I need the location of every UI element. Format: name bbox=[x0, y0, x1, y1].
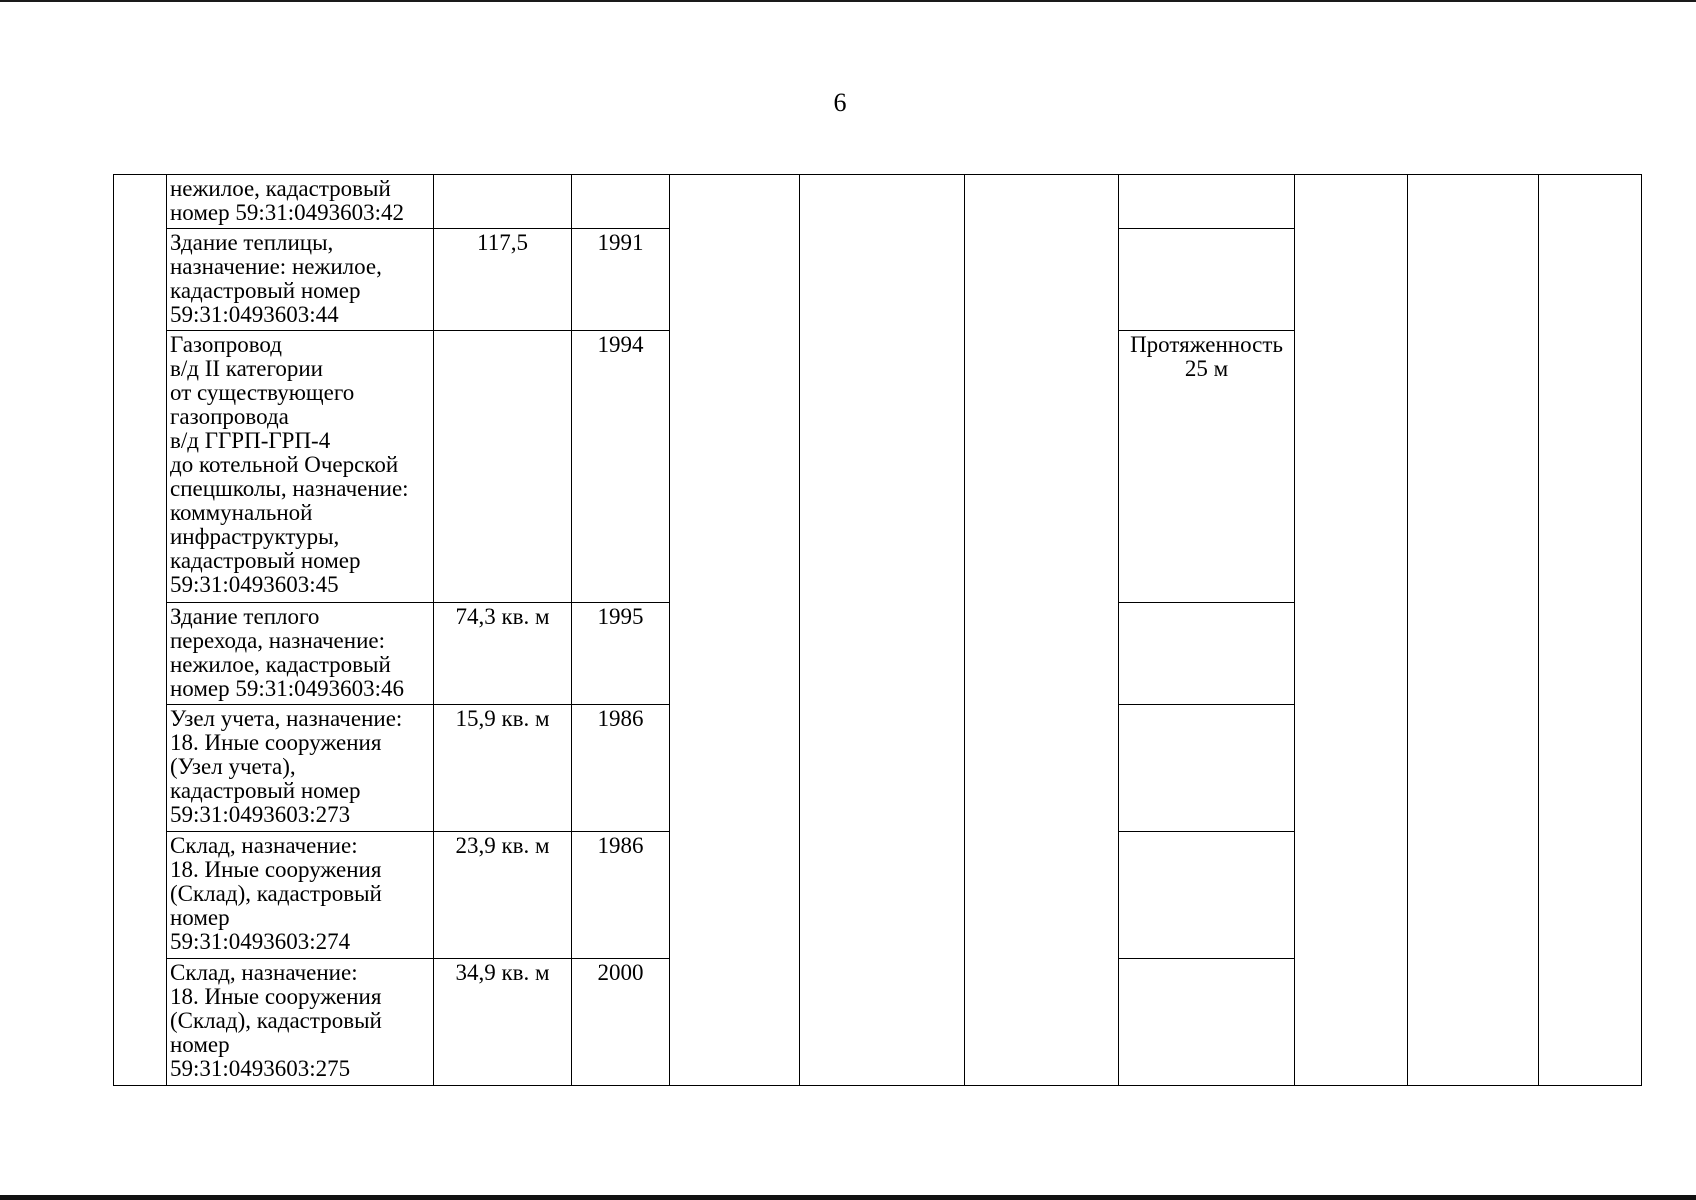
object-name-line: (Склад), кадастровый bbox=[170, 881, 382, 906]
object-name-line: коммунальной bbox=[170, 500, 313, 525]
area-cell: 15,9 кв. м bbox=[434, 705, 572, 832]
object-name-cell bbox=[167, 705, 434, 832]
property-registry-table bbox=[113, 174, 1642, 1086]
extent-cell bbox=[1119, 959, 1295, 1086]
area-cell: 117,5 bbox=[434, 229, 572, 331]
object-name-line: 18. Иные сооружения bbox=[170, 730, 382, 755]
object-name-cell bbox=[167, 229, 434, 331]
area-cell: 23,9 кв. м bbox=[434, 832, 572, 959]
object-name-line: 59:31:0493603:275 bbox=[170, 1056, 351, 1081]
object-name-line: 59:31:0493603:274 bbox=[170, 929, 351, 954]
area-cell: 74,3 кв. м bbox=[434, 603, 572, 705]
scan-top-edge bbox=[0, 0, 1696, 2]
empty-cell bbox=[1295, 175, 1408, 1086]
object-name-line: Здание теплицы, bbox=[170, 230, 334, 255]
page-number: 6 bbox=[833, 88, 847, 117]
object-name-cell bbox=[167, 603, 434, 705]
object-name-line: до котельной Очерской bbox=[170, 452, 399, 477]
object-name-line: 59:31:0493603:44 bbox=[170, 302, 339, 327]
object-name-line: кадастровый номер bbox=[170, 778, 361, 803]
object-name-cell bbox=[167, 959, 434, 1086]
object-name-line: (Склад), кадастровый bbox=[170, 1008, 382, 1033]
object-name-line: газопровода bbox=[170, 404, 289, 429]
area-cell bbox=[434, 175, 572, 229]
object-name-cell bbox=[167, 331, 434, 603]
empty-cell bbox=[1539, 175, 1642, 1086]
object-name-line: в/д ГГРП-ГРП-4 bbox=[170, 428, 331, 453]
extent-line: Протяженность bbox=[1130, 332, 1283, 357]
empty-cell bbox=[1408, 175, 1539, 1086]
object-name-line: нежилое, кадастровый bbox=[170, 176, 391, 201]
object-name-line: назначение: нежилое, bbox=[170, 254, 382, 279]
index-cell bbox=[114, 175, 167, 1086]
empty-cell bbox=[800, 175, 965, 1086]
object-name-line: Здание теплого bbox=[170, 604, 320, 629]
object-name-line: кадастровый номер bbox=[170, 278, 361, 303]
object-name-line: в/д II категории bbox=[170, 356, 323, 381]
extent-cell bbox=[1119, 832, 1295, 959]
object-name-line: Узел учета, назначение: bbox=[170, 706, 403, 731]
object-name-line: номер 59:31:0493603:46 bbox=[170, 676, 405, 701]
object-name-cell bbox=[167, 175, 434, 229]
object-name-line: нежилое, кадастровый bbox=[170, 652, 391, 677]
object-name-line: 59:31:0493603:45 bbox=[170, 572, 339, 597]
area-cell: 34,9 кв. м bbox=[434, 959, 572, 1086]
year-cell: 1995 bbox=[572, 603, 670, 705]
object-name-line: номер bbox=[170, 1032, 230, 1057]
scan-bottom-edge bbox=[0, 1195, 1696, 1200]
empty-cell bbox=[670, 175, 800, 1086]
object-name-line: 18. Иные сооружения bbox=[170, 857, 382, 882]
area-cell bbox=[434, 331, 572, 603]
object-name-line: Склад, назначение: bbox=[170, 960, 358, 985]
extent-cell bbox=[1119, 175, 1295, 229]
extent-cell bbox=[1119, 229, 1295, 331]
extent-line: 25 м bbox=[1184, 356, 1229, 381]
extent-cell bbox=[1119, 705, 1295, 832]
extent-cell bbox=[1119, 603, 1295, 705]
object-name-line: номер 59:31:0493603:42 bbox=[170, 200, 405, 225]
object-name-line: инфраструктуры, bbox=[170, 524, 340, 549]
year-cell: 1991 bbox=[572, 229, 670, 331]
year-cell: 1986 bbox=[572, 832, 670, 959]
year-cell: 1994 bbox=[572, 331, 670, 603]
object-name-line: спецшколы, назначение: bbox=[170, 476, 409, 501]
year-cell: 2000 bbox=[572, 959, 670, 1086]
table-row bbox=[114, 175, 1642, 229]
empty-cell bbox=[965, 175, 1119, 1086]
year-cell: 1986 bbox=[572, 705, 670, 832]
year-cell bbox=[572, 175, 670, 229]
object-name-cell bbox=[167, 832, 434, 959]
object-name-line: от существующего bbox=[170, 380, 355, 405]
object-name-line: кадастровый номер bbox=[170, 548, 361, 573]
object-name-line: 18. Иные сооружения bbox=[170, 984, 382, 1009]
object-name-line: Газопровод bbox=[170, 332, 282, 357]
object-name-line: номер bbox=[170, 905, 230, 930]
extent-cell bbox=[1119, 331, 1295, 603]
object-name-line: Склад, назначение: bbox=[170, 833, 358, 858]
object-name-line: перехода, назначение: bbox=[170, 628, 385, 653]
object-name-line: 59:31:0493603:273 bbox=[170, 802, 351, 827]
object-name-line: (Узел учета), bbox=[170, 754, 296, 779]
